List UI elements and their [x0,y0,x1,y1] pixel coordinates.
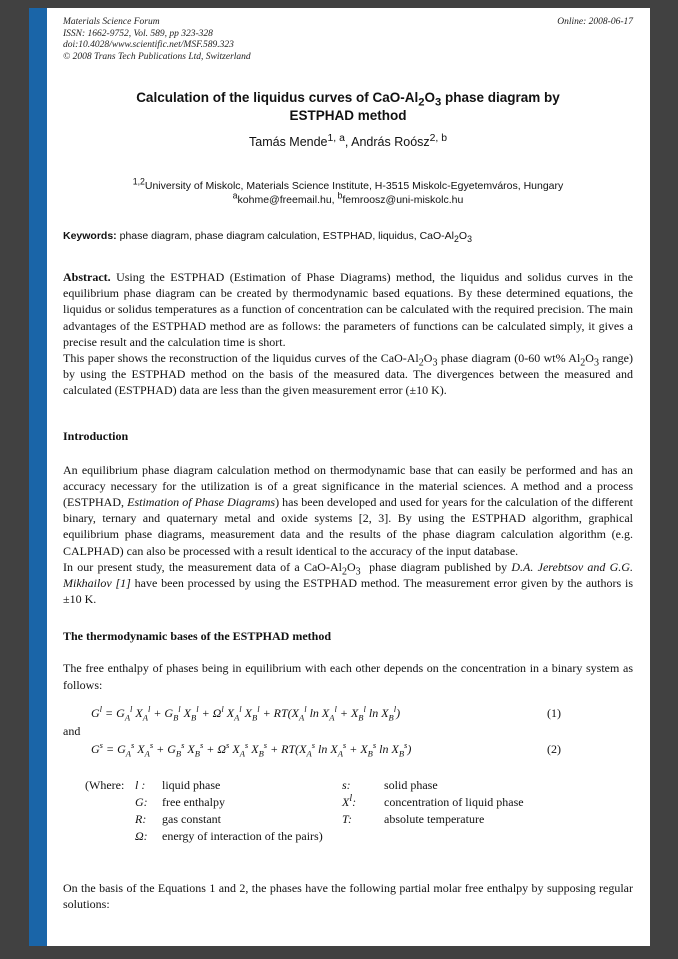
abstract-text-1: Using the ESTPHAD (Estimation of Phase Diagrams) method, the liquidus and solidus curves in the equilibrium phase diagram can be created by thermodynamic based equations. By these determined equations, the liquidus or solidus temperatures as a function of concentration can be calculated with the required precision. The main advantages of the ESTPHAD method are as follows: the parameters of functions can be calculated simply, it gives a precise result and the calculation time is short. [63,270,633,349]
paper-page [47,8,650,946]
where-prefix: (Where: [85,777,125,792]
equation-2-row [63,741,633,757]
equation-2: $G^s = G_A^s$ $X_A^s + G_B^s$ $X_B^s + \Omega^s$ $X_A^s$ $X_B^s + RT(X_A^s$ $\ln X_A^s + X_B^s$ $\ln X_B^s$) [91,739,412,759]
thermo-intro-paragraph: The free enthalpy of phases being in equilibrium with each other depends on the concentration in a binary system as follows: [63,661,633,692]
affiliation-line: $^{1,2}$University of Miskolc, Materials Science Institute, H-3515 Miskolc-Egyetemváros, Hungary [132,176,564,192]
where-symbol: s: [342,777,351,792]
page-edge-accent-bar [29,8,47,946]
equation-1-number: (1) [547,705,561,720]
where-symbol: R: [135,811,147,826]
journal-info-block [63,17,251,63]
where-description: liquid phase [162,777,221,792]
where-description: concentration of liquid phase [384,794,524,809]
doi-line: doi:10.4028/www.scientific.net/MSF.589.323 [63,40,234,50]
where-symbol: G: [135,794,148,809]
copyright-line: © 2008 Trans Tech Publications Ltd, Switzerland [63,51,251,62]
where-description [384,828,633,844]
where-symbol: l : [135,777,146,792]
journal-header [63,17,633,63]
where-description: solid phase [384,777,438,792]
abstract-paragraph-2: This paper shows the reconstruction of the liquidus curves of the CaO-$Al_2O_3$ phase diagram (0-60 wt% $Al_2O_3$ range) by using the ESTPHAD method on the basis of the measured data. The divergences between the measured and calculated (ESTPHAD) data are less than the given measurement error (±10 K). [63,351,633,398]
where-symbol: T: [342,811,353,826]
where-description: free enthalpy [162,794,225,809]
equation-1-row [63,705,633,721]
where-definitions-block [85,777,633,844]
online-date: Online: 2008-06-17 [557,17,633,27]
where-description: absolute temperature [384,811,485,826]
intro-paragraph-1: An equilibrium phase diagram calculation method on thermodynamic base that can easily be performed and has an accuracy necessary for the utilization is of a great significance in the material sciences. A method and a process (ESTPHAD, Estimation of Phase Diagrams) has been developed and used for years for the calculation of the different binary, ternary and quaternary metal and oxide systems [2, 3]. By using the ESTPHAD algorithm, graphical equilibrium phase diagrams, measurement data and the results of the phase diagram calculation algorithm (e.g. CALPHAD) can also be processed with a result identical to the accuracy of the input database. [63,462,633,558]
author-emails: $^a$kohme@freemail.hu, $^b$femroosz@uni-miskolc.hu [232,190,464,206]
abstract-label: Abstract. [63,270,111,284]
and-connector: and [63,723,81,738]
where-symbol: Ω: [135,828,148,843]
issn-line: ISSN: 1662-9752, Vol. 589, pp 323-328 [63,28,213,39]
where-symbol: $X^l$: [342,792,357,809]
where-description: gas constant [162,811,221,826]
closing-paragraph: On the basis of the Equations 1 and 2, the phases have the following partial molar free enthalpy by supposing regular solutions: [63,880,633,912]
equation-2-number: (2) [547,741,561,756]
keywords-label: Keywords: [63,230,117,242]
authors-line: Tamás Mende$^{1, a}$, András Roósz$^{2, b}$ [249,132,447,149]
keywords-line [63,229,633,243]
intro-paragraph-2: In our present study, the measurement data of a CaO-$Al_2O_3$ phase diagram published by D.A. Jerebtsov and G.G. Mikhailov [1] have been processed by using the ESTPHAD method. The measurement error given by the authors is ±10 K. [63,559,633,607]
equation-1: $G^l = G_A^l$ $X_A^l + G_B^l$ $X_B^l + \Omega^l$ $X_A^l$ $X_B^l + RT(X_A^l$ $\ln X_A^l + X_B^l$ $\ln X_B^l$) [91,703,401,723]
section-heading-thermo: The thermodynamic bases of the ESTPHAD method [63,629,332,644]
where-symbol [342,828,384,844]
abstract-paragraph-1 [63,269,633,350]
where-description: energy of interaction of the pairs) [162,828,323,843]
journal-name: Materials Science Forum [63,17,160,27]
paper-title: Calculation of the liquidus curves of CaO-$Al_2O_3$ phase diagram by ESTPHAD method [136,90,560,123]
keywords-text: phase diagram, phase diagram calculation, ESTPHAD, liquidus, CaO-$Al_2O_3$ [119,230,472,245]
section-heading-introduction: Introduction [63,428,129,443]
